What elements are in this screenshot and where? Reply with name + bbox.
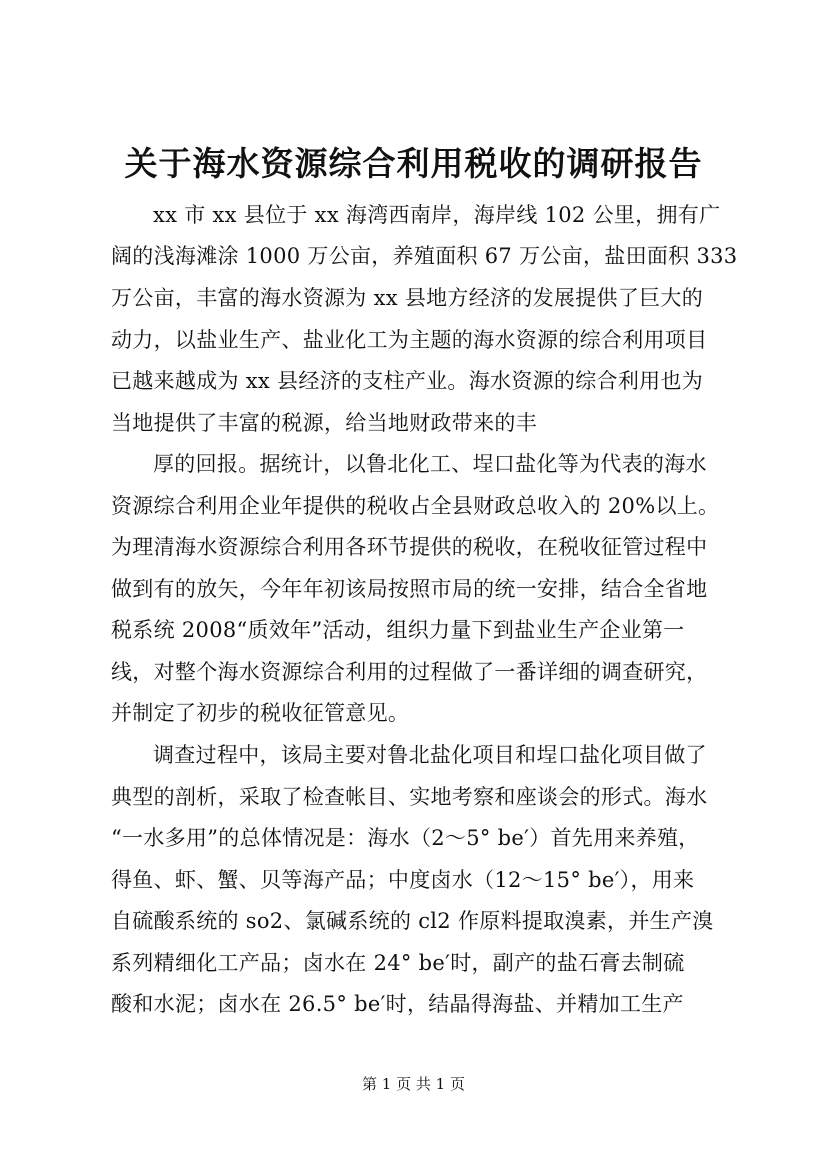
text-line: xx 市 xx 县位于 xx 海湾西南岸，海岸线 102 公里，拥有广 — [153, 203, 721, 227]
text-line: 为理清海水资源综合利用各环节提供的税收，在税收征管过程中 — [111, 535, 708, 559]
text-line: 并制定了初步的税收征管意见。 — [111, 701, 410, 725]
text-line: 典型的剖析，采取了检查帐目、实地考察和座谈会的形式。海水 — [111, 785, 708, 809]
text-line: 系列精细化工产品；卤水在 24° be′时，副产的盐石膏去制硫 — [111, 951, 685, 975]
text-line: 动力，以盐业生产、盐业化工为主题的海水资源的综合利用项目 — [111, 328, 708, 352]
text-line: 阔的浅海滩涂 1000 万公亩，养殖面积 67 万公亩，盐田面积 333 — [111, 244, 738, 268]
text-line: 做到有的放矢，今年年初该局按照市局的统一安排，结合全省地 — [111, 577, 708, 601]
text-line: 资源综合利用企业年提供的税收占全县财政总收入的 20%以上。 — [111, 494, 720, 518]
text-line: 万公亩，丰富的海水资源为 xx 县地方经济的发展提供了巨大的 — [111, 286, 704, 310]
text-line: 税系统 2008“质效年”活动，组织力量下到盐业生产企业第一 — [111, 618, 685, 642]
text-line: 酸和水泥；卤水在 26.5° be′时，结晶得海盐、并精加工生产 — [111, 992, 684, 1016]
text-line: 当地提供了丰富的税源，给当地财政带来的丰 — [111, 411, 537, 435]
text-line: 自硫酸系统的 so2、氯碱系统的 cl2 作原料提取溴素，并生产溴 — [111, 909, 714, 933]
text-line: 线，对整个海水资源综合利用的过程做了一番详细的调查研究， — [111, 660, 708, 684]
text-line: 得鱼、虾、蟹、贝等海产品；中度卤水（12～15° be′），用来 — [111, 868, 695, 892]
text-line: 已越来越成为 xx 县经济的支柱产业。海水资源的综合利用也为 — [111, 369, 704, 393]
text-line: “一水多用”的总体情况是：海水（2～5° be′）首先用来养殖， — [111, 826, 700, 850]
text-line: 厚的回报。据统计，以鲁北化工、埕口盐化等为代表的海水 — [153, 452, 707, 476]
page-footer: 第 1 页 共 1 页 — [362, 1075, 465, 1093]
text-line: 调查过程中，该局主要对鲁北盐化项目和埕口盐化项目做了 — [153, 743, 707, 767]
document-title: 关于海水资源综合利用税收的调研报告 — [124, 144, 703, 183]
